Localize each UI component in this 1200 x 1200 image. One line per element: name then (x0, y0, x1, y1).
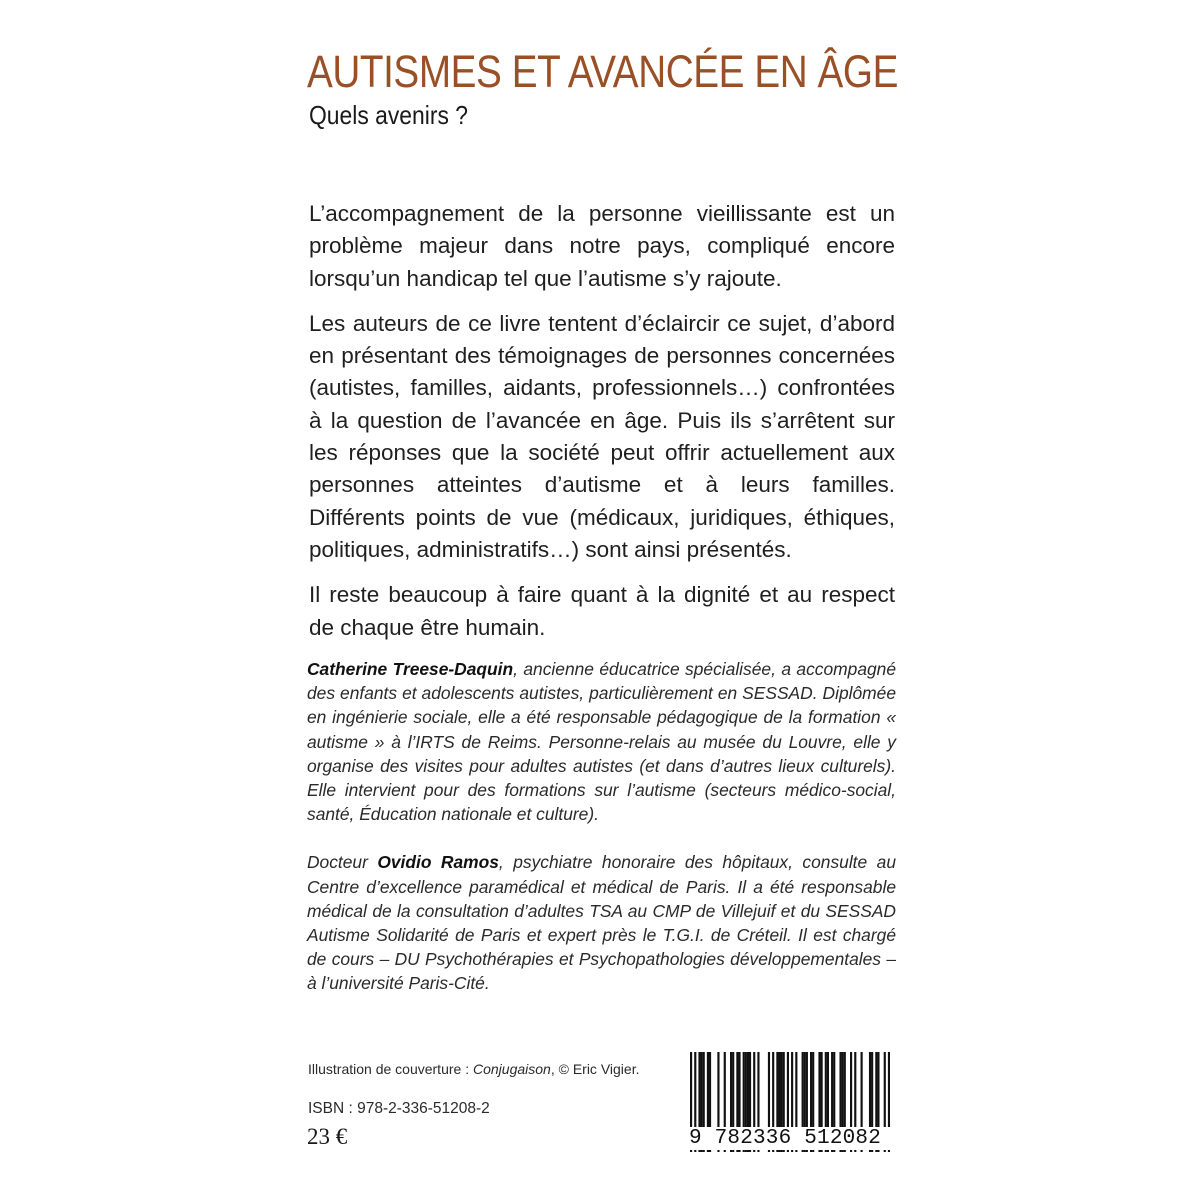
barcode-digits: 9 782336 512082 (687, 1127, 901, 1150)
author-title: Docteur (307, 852, 378, 873)
author-bio-ramos (307, 850, 896, 995)
author-bio-text: , ancienne éducatrice spécialisée, a accompagné des enfants et adolescents autistes, particulièrement en SESSAD. Diplômée en ingénierie sociale, elle a été responsable pédagogique de la formation « autisme » à l’IRTS de Reims. Personne-relais au musée du Louvre, elle y organise des visites pour adultes autistes (et dans d’autres lieux culturels). Elle intervient pour des formations sur l’autisme (secteurs médico-social, santé, Éducation nationale et culture). (307, 659, 897, 825)
author-bio-text: , psychiatre honoraire des hôpitaux, consulte au Centre d’excellence paramédical et médical de Paris. Il a été responsable médical de la consultation d’adultes TSA au CMP de Villejuif et du SESSAD Autisme Solidarité de Paris et expert près le T.G.I. de Créteil. Il est chargé de cours – DU Psychothérapies et Psychopathologies développementales – à l’université Paris-Cité. (307, 852, 896, 994)
credit-label: Illustration de couverture : (308, 1061, 473, 1077)
summary-paragraph: Les auteurs de ce livre tentent d’éclaircir ce sujet, d’abord en présentant des témoignages de personnes concernées (autistes, familles, aidants, professionnels…) confrontées à la question de l’avancée en âge. Puis ils s’arrêtent sur les réponses que la société peut offrir actuellement aux personnes atteintes d’autisme et à leurs familles. Différents points de vue (médicaux, juridiques, éthiques, politiques, administratifs…) sont ainsi présentés. (309, 310, 895, 562)
summary-paragraph: Il reste beaucoup à faire quant à la dignité et au respect de chaque être humain. (309, 582, 895, 640)
author-bio-treese-daquin (307, 657, 896, 826)
book-subtitle: Quels avenirs ? (309, 100, 468, 130)
book-title: AUTISMES ET AVANCÉE EN ÂGE (307, 46, 898, 97)
illustration-credit (308, 1061, 639, 1077)
summary-paragraph: L’accompagnement de la personne vieillissante est un problème majeur dans notre pays, compliqué encore lorsqu’un handicap tel que l’autisme s’y rajoute. (309, 201, 895, 291)
isbn-number: ISBN : 978-2-336-51208-2 (308, 1100, 490, 1117)
credit-work: Conjugaison (472, 1061, 551, 1077)
price: 23 € (307, 1124, 348, 1149)
summary-text (309, 198, 895, 657)
credit-author: , © Eric Vigier. (550, 1061, 640, 1077)
author-bios (307, 657, 896, 1020)
author-name: Ovidio Ramos (377, 852, 499, 873)
author-name: Catherine Treese-Daquin (307, 659, 514, 679)
